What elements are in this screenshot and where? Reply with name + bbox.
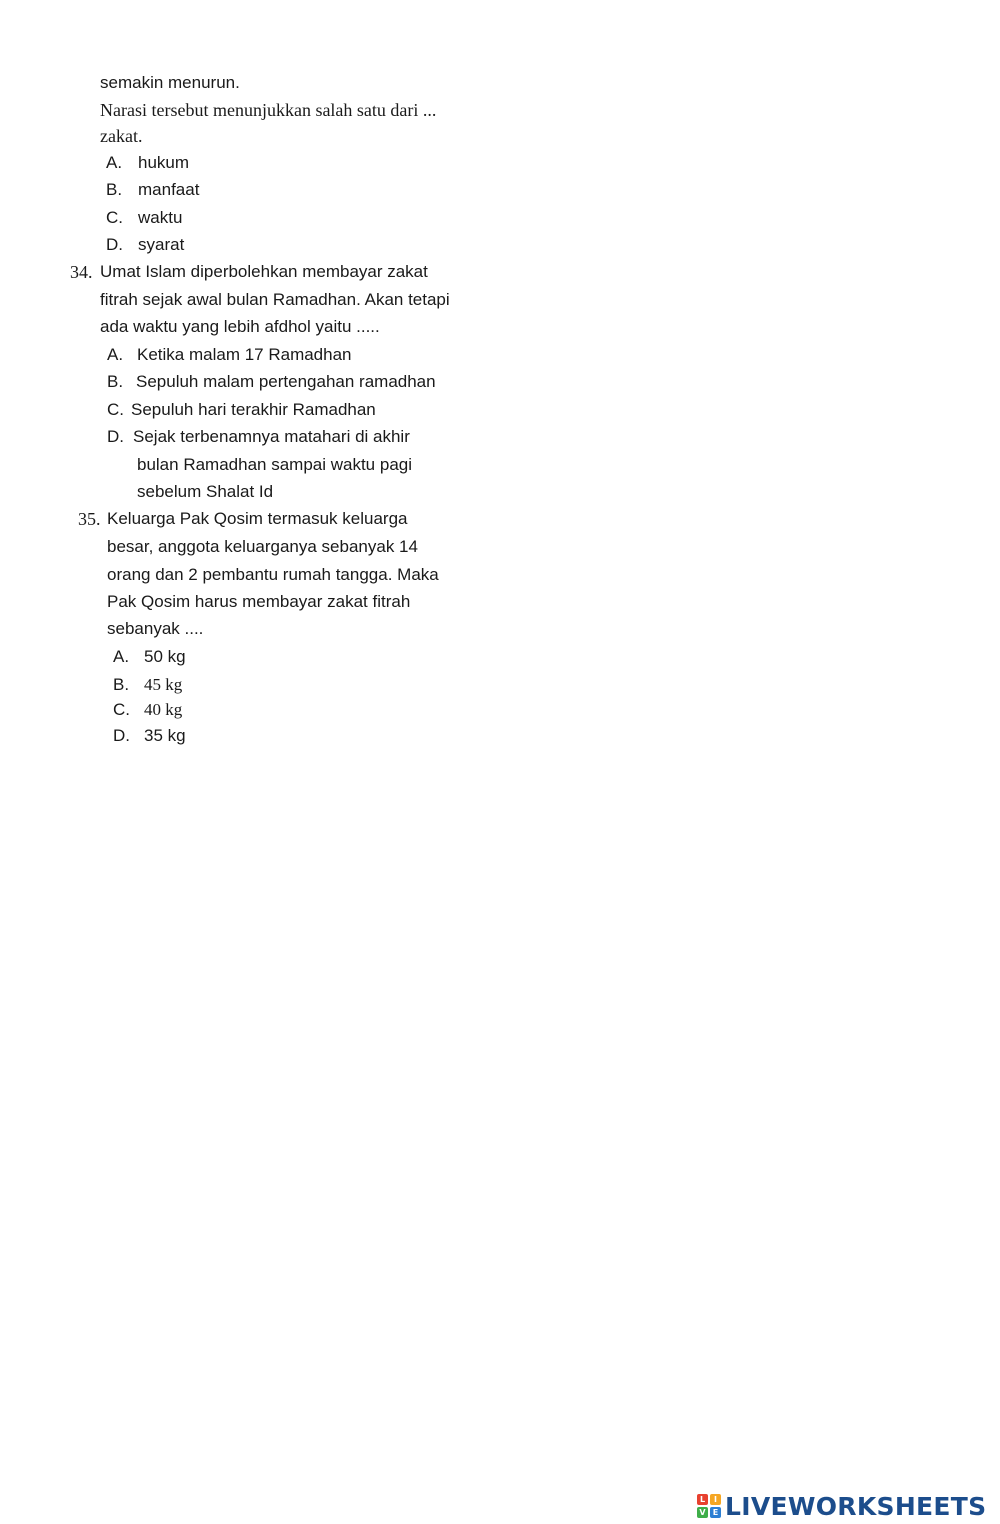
option-letter: B.: [113, 675, 130, 694]
question-text-line: semakin menurun.: [100, 73, 240, 92]
brand-name: LIVEWORKSHEETS: [725, 1491, 987, 1521]
question-text-line: Umat Islam diperbolehkan membayar zakat: [100, 262, 428, 281]
option-letter: D.: [113, 726, 130, 745]
option-text: manfaat: [138, 180, 200, 199]
option-text: 45 kg: [144, 675, 183, 694]
question-text-line: besar, anggota keluarganya sebanyak 14: [107, 537, 418, 556]
logo-letter: E: [710, 1507, 721, 1518]
logo-letter: V: [697, 1507, 708, 1518]
option-text: Sejak terbenamnya matahari di akhir: [133, 427, 410, 446]
question-text-line: Keluarga Pak Qosim termasuk keluarga: [107, 509, 408, 528]
option-text: 40 kg: [144, 700, 183, 719]
logo-letter: L: [697, 1494, 708, 1505]
option-text: Ketika malam 17 Ramadhan: [137, 345, 352, 364]
option-letter: C.: [113, 700, 130, 719]
question-text-line: sebanyak ....: [107, 619, 204, 638]
question-text-line: orang dan 2 pembantu rumah tangga. Maka: [107, 565, 439, 584]
logo-letter: I: [710, 1494, 721, 1505]
option-text: 35 kg: [144, 726, 186, 745]
option-text: bulan Ramadhan sampai waktu pagi: [137, 455, 413, 474]
question-number: 35.: [78, 509, 101, 529]
question-text-line: fitrah sejak awal bulan Ramadhan. Akan tetapi: [100, 290, 450, 309]
option-letter: C.: [107, 400, 124, 419]
option-letter: A.: [113, 647, 130, 666]
option-letter: A.: [107, 345, 124, 364]
option-text: hukum: [138, 153, 190, 172]
question-text-line: zakat.: [100, 126, 143, 146]
option-text: Sepuluh hari terakhir Ramadhan: [131, 400, 376, 419]
option-letter: D.: [107, 427, 124, 446]
question-number: 34.: [70, 262, 93, 282]
option-text: 50 kg: [144, 647, 186, 666]
liveworksheets-logo[interactable]: [697, 1492, 986, 1520]
option-letter: B.: [106, 180, 123, 199]
option-text: sebelum Shalat Id: [137, 482, 274, 501]
option-letter: D.: [106, 235, 123, 254]
question-text-line: Pak Qosim harus membayar zakat fitrah: [107, 592, 411, 611]
option-letter: A.: [106, 153, 123, 172]
question-text-line: ada waktu yang lebih afdhol yaitu .....: [100, 317, 380, 336]
option-letter: C.: [106, 208, 123, 227]
question-text-line: Narasi tersebut menunjukkan salah satu dari ...: [100, 100, 437, 120]
option-letter: B.: [107, 372, 124, 391]
logo-mark-icon: [697, 1494, 721, 1518]
option-text: Sepuluh malam pertengahan ramadhan: [136, 372, 436, 391]
option-text: waktu: [138, 208, 183, 227]
option-text: syarat: [138, 235, 185, 254]
